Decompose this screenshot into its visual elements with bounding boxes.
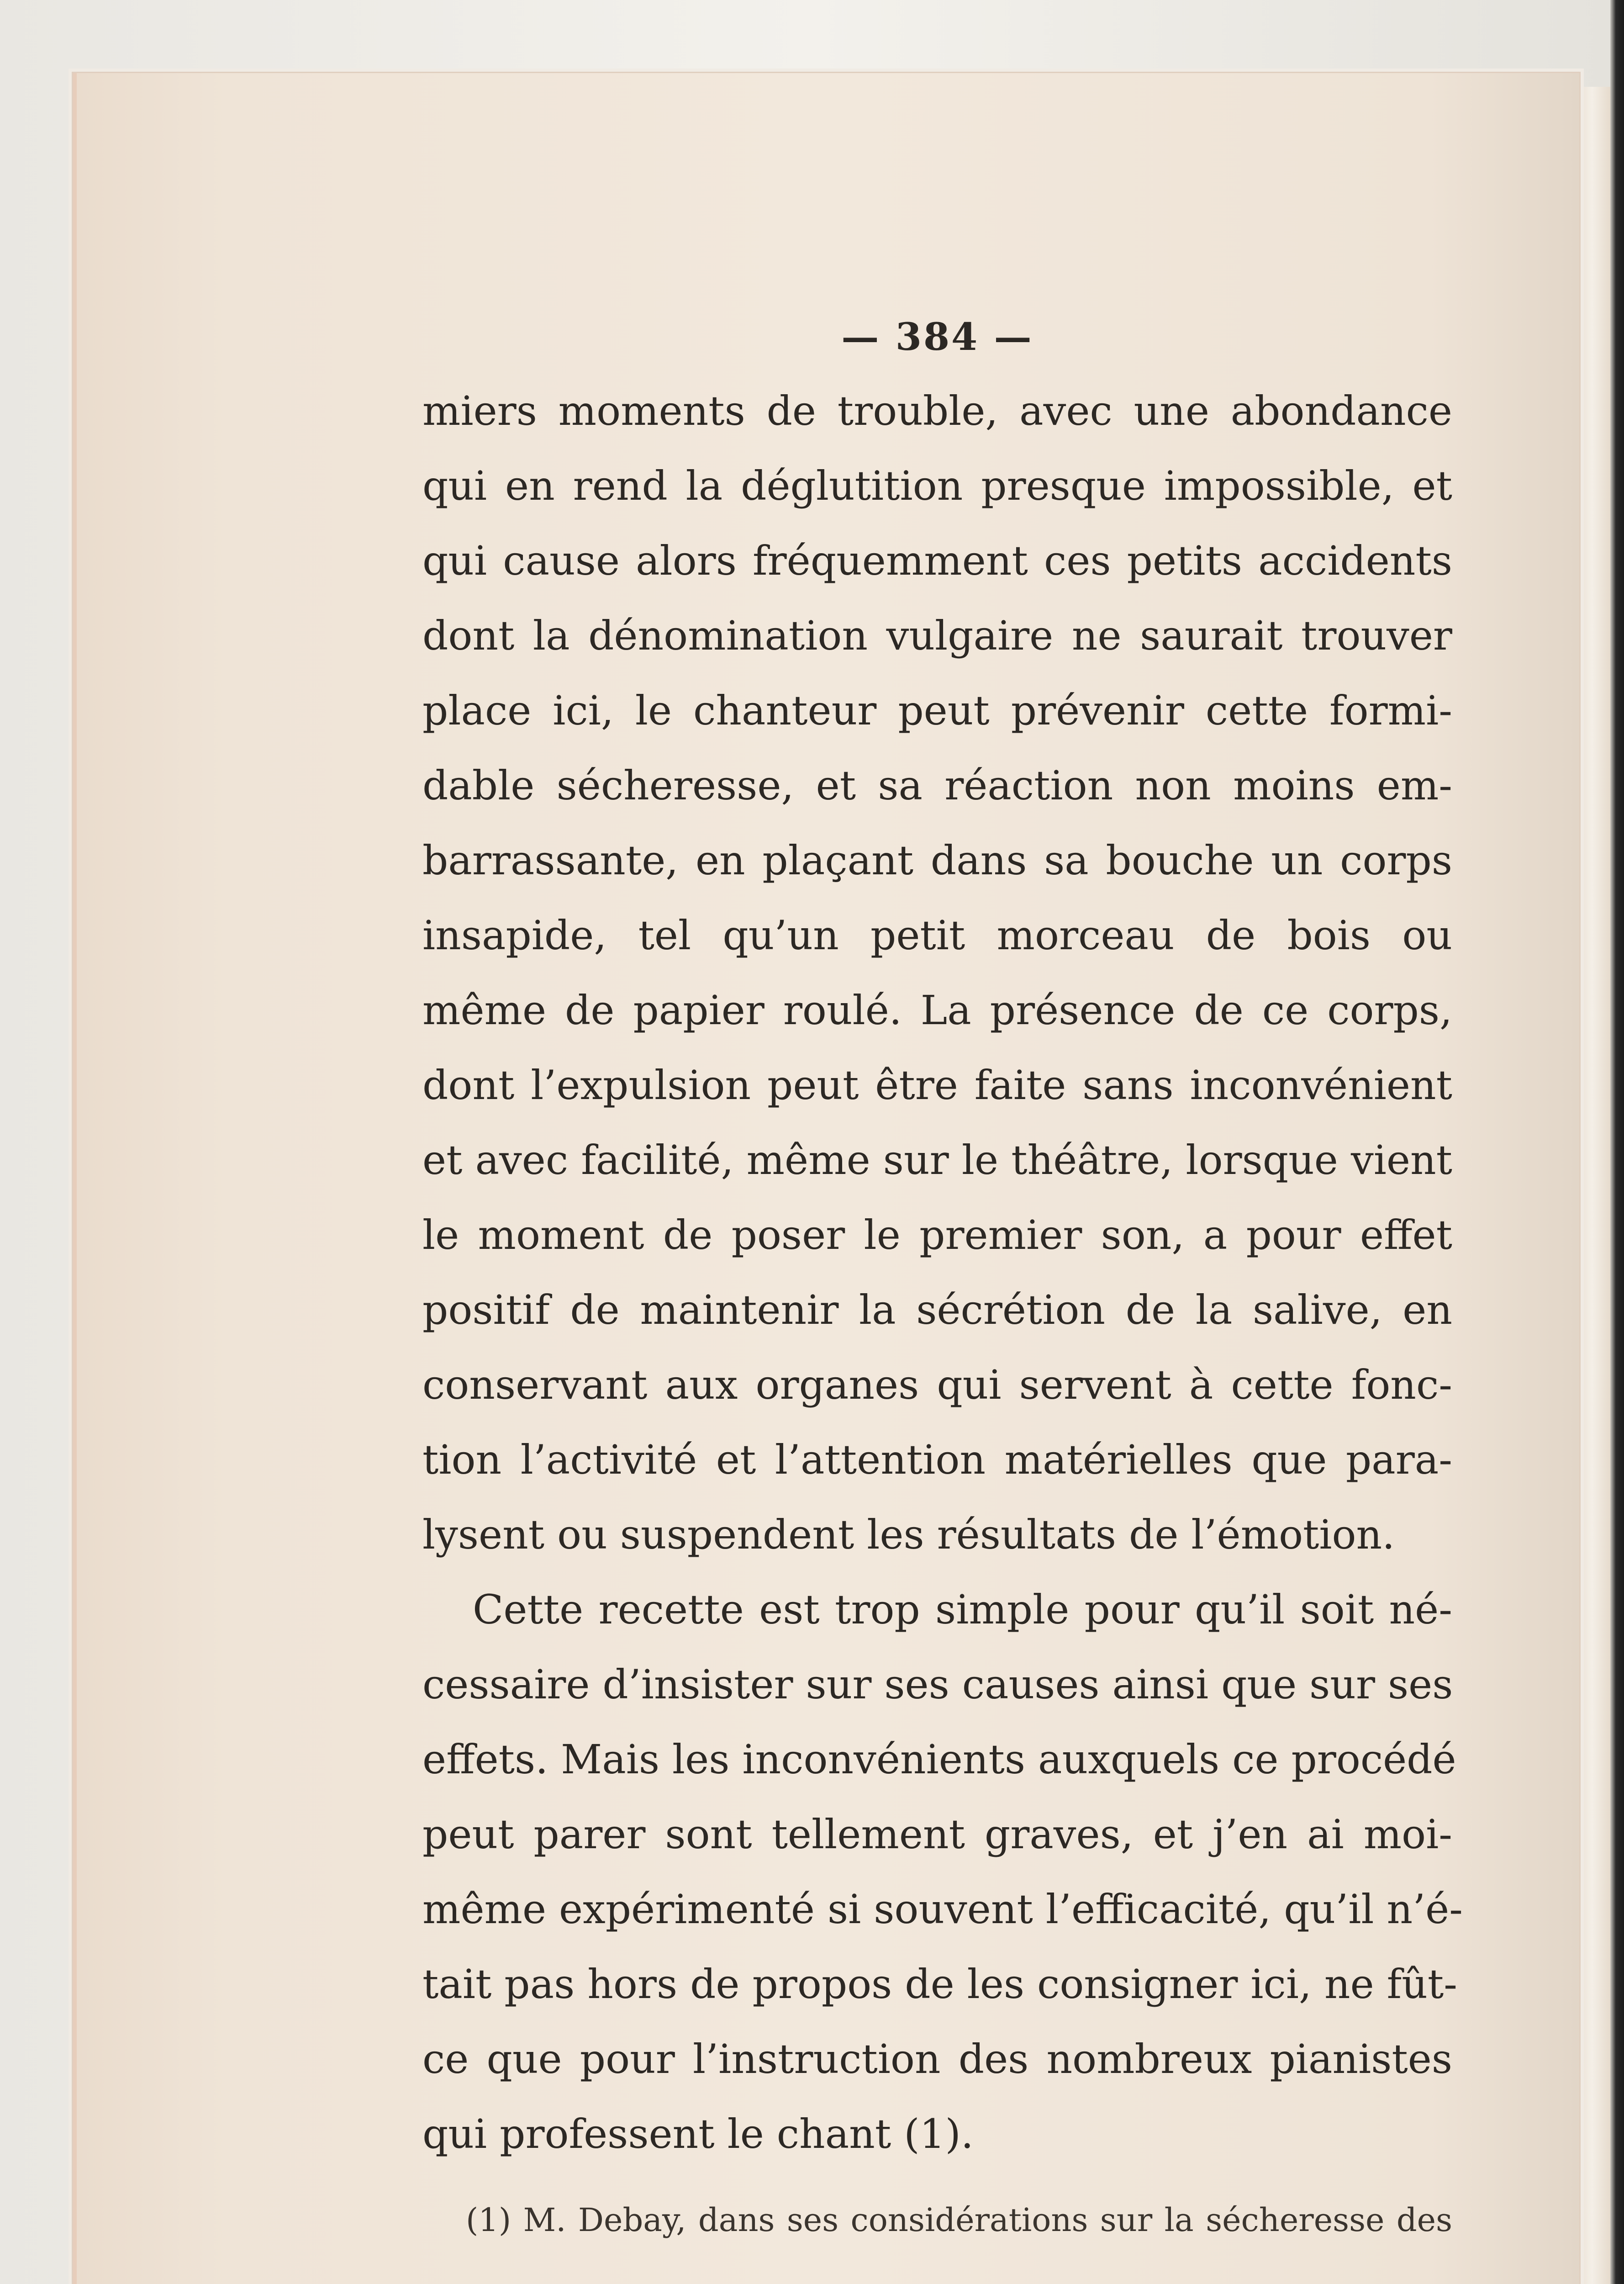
text-line: lysent ou suspendent les résultats de l’émotion. [422, 1511, 1395, 1558]
text-line: cessaire d’insister sur ses causes ainsi que sur ses [422, 1661, 1453, 1708]
text-line: ce que pour l’instruction des nombreux pianistes [422, 2036, 1452, 2083]
next-page-edge [1574, 87, 1610, 2284]
text-line: Cette recette est trop simple pour qu’il soit né- [473, 1586, 1452, 1633]
text-line: place ici, le chanteur peut prévenir cette formi- [422, 687, 1452, 734]
book-spine-edge [1610, 0, 1624, 2284]
text-line: qui en rend la déglutition presque impossible, et [422, 462, 1452, 509]
text-line: tion l’activité et l’attention matérielles que para- [422, 1436, 1452, 1483]
text-line: barrassante, en plaçant dans sa bouche un corps [422, 837, 1452, 884]
text-line: le moment de poser le premier son, a pour effet [422, 1211, 1452, 1258]
text-line: dable sécheresse, et sa réaction non moins em- [422, 762, 1452, 809]
text-line: peut parer sont tellement graves, et j’en ai moi- [422, 1811, 1452, 1858]
text-line: qui professent le chant (1). [422, 2110, 974, 2157]
text-line: dont l’expulsion peut être faite sans inconvénient [422, 1062, 1452, 1109]
text-line: qui cause alors fréquemment ces petits accidents [422, 537, 1452, 584]
text-line: miers moments de trouble, avec une abondance [422, 387, 1452, 434]
text-line: dont la dénomination vulgaire ne saurait trouver [422, 612, 1452, 659]
text-line: insapide, tel qu’un petit morceau de bois ou [422, 912, 1452, 959]
text-line: et avec facilité, même sur le théâtre, lorsque vient [422, 1137, 1452, 1184]
text-line: même de papier roulé. La présence de ce corps, [422, 987, 1452, 1034]
footnote: (1) M. Debay, dans ses considérations sur la sécheresse des [466, 2201, 1452, 2239]
text-line: effets. Mais les inconvénients auxquels ce procédé [422, 1736, 1456, 1783]
page-number-header: — 384 — [841, 315, 1033, 359]
text-line: conservant aux organes qui servent à cette fonc- [422, 1361, 1452, 1408]
text-line: positif de maintenir la sécrétion de la salive, en [422, 1286, 1452, 1333]
text-line: tait pas hors de propos de les consigner ici, ne fût- [422, 1961, 1457, 2008]
text-line: même expérimenté si souvent l’efficacité, qu’il n’é- [422, 1886, 1463, 1933]
